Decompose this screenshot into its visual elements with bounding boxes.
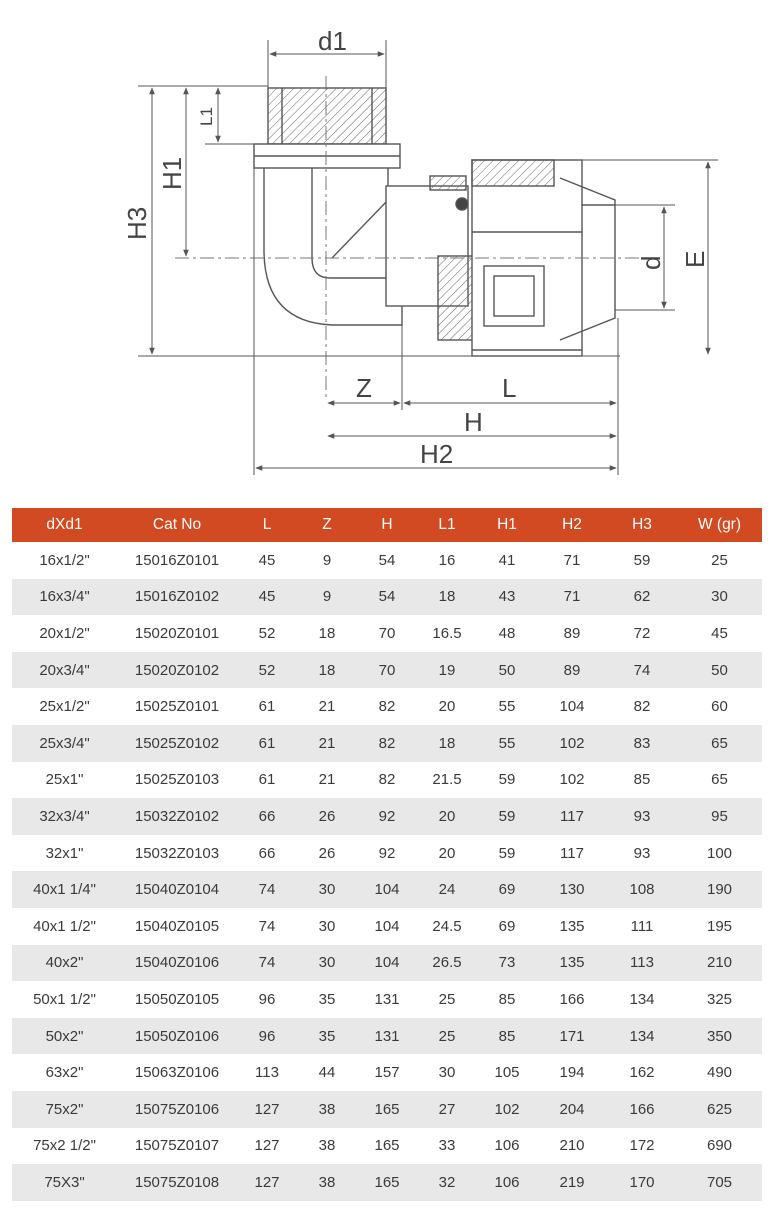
table-cell: 43 xyxy=(477,579,537,616)
table-cell: 93 xyxy=(607,798,677,835)
table-cell: 165 xyxy=(357,1128,417,1165)
table-cell: 15032Z0102 xyxy=(117,798,237,835)
table-cell: 61 xyxy=(237,762,297,799)
table-cell: 33 xyxy=(417,1128,477,1165)
table-cell: 59 xyxy=(607,542,677,579)
table-row xyxy=(12,871,762,908)
elbow-fitting-body xyxy=(254,88,615,356)
table-cell: 62 xyxy=(607,579,677,616)
table-cell: 54 xyxy=(357,579,417,616)
table-cell: 75x2 1/2" xyxy=(12,1128,117,1165)
table-cell: 134 xyxy=(607,981,677,1018)
table-cell: 30 xyxy=(677,579,762,616)
table-cell: 15075Z0107 xyxy=(117,1128,237,1165)
table-cell: 16 xyxy=(417,542,477,579)
table-cell: 16x3/4" xyxy=(12,579,117,616)
table-cell: 71 xyxy=(537,579,607,616)
table-cell: 40x1 1/2" xyxy=(12,908,117,945)
table-cell: 25 xyxy=(677,542,762,579)
table-cell: 490 xyxy=(677,1054,762,1091)
table-cell: 82 xyxy=(357,762,417,799)
label-Z: Z xyxy=(356,373,372,403)
table-cell: 350 xyxy=(677,1018,762,1055)
table-row xyxy=(12,688,762,725)
table-cell: 127 xyxy=(237,1091,297,1128)
table-cell: 25 xyxy=(417,1018,477,1055)
table-cell: 117 xyxy=(537,798,607,835)
table-cell: 15050Z0106 xyxy=(117,1018,237,1055)
table-cell: 35 xyxy=(297,1018,357,1055)
table-cell: 20x3/4" xyxy=(12,652,117,689)
table-cell: 102 xyxy=(537,725,607,762)
table-cell: 15020Z0101 xyxy=(117,615,237,652)
label-H3: H3 xyxy=(122,206,152,240)
table-cell: 19 xyxy=(417,652,477,689)
table-cell: 30 xyxy=(297,908,357,945)
table-cell: 195 xyxy=(677,908,762,945)
table-cell: 210 xyxy=(677,945,762,982)
column-header: H2 xyxy=(537,508,607,542)
column-header: W (gr) xyxy=(677,508,762,542)
table-row xyxy=(12,1128,762,1165)
table-cell: 104 xyxy=(357,945,417,982)
table-row xyxy=(12,615,762,652)
table-cell: 74 xyxy=(237,908,297,945)
table-cell: 83 xyxy=(607,725,677,762)
table-cell: 82 xyxy=(607,688,677,725)
label-E: E xyxy=(680,250,710,268)
table-cell: 45 xyxy=(677,615,762,652)
table-cell: 52 xyxy=(237,652,297,689)
table-cell: 15016Z0101 xyxy=(117,542,237,579)
table-cell: 20 xyxy=(417,835,477,872)
table-cell: 210 xyxy=(537,1128,607,1165)
column-header: Z xyxy=(297,508,357,542)
table-cell: 104 xyxy=(537,688,607,725)
table-cell: 32x3/4" xyxy=(12,798,117,835)
table-cell: 44 xyxy=(297,1054,357,1091)
table-cell: 705 xyxy=(677,1164,762,1201)
table-cell: 113 xyxy=(237,1054,297,1091)
table-cell: 20 xyxy=(417,688,477,725)
table-cell: 89 xyxy=(537,615,607,652)
table-row xyxy=(12,1018,762,1055)
table-cell: 41 xyxy=(477,542,537,579)
dimensions-table xyxy=(12,508,762,1201)
table-cell: 32x1" xyxy=(12,835,117,872)
table-cell: 162 xyxy=(607,1054,677,1091)
table-cell: 135 xyxy=(537,945,607,982)
table-cell: 70 xyxy=(357,615,417,652)
table-cell: 16.5 xyxy=(417,615,477,652)
table-cell: 135 xyxy=(537,908,607,945)
table-cell: 16x1/2" xyxy=(12,542,117,579)
table-cell: 75x2" xyxy=(12,1091,117,1128)
table-cell: 93 xyxy=(607,835,677,872)
table-cell: 625 xyxy=(677,1091,762,1128)
table-cell: 54 xyxy=(357,542,417,579)
table-cell: 40x2" xyxy=(12,945,117,982)
table-cell: 105 xyxy=(477,1054,537,1091)
table-cell: 40x1 1/4" xyxy=(12,871,117,908)
table-cell: 104 xyxy=(357,908,417,945)
table-row xyxy=(12,1091,762,1128)
table-body xyxy=(12,542,762,1201)
column-header: dXd1 xyxy=(12,508,117,542)
table-cell: 92 xyxy=(357,835,417,872)
table-cell: 18 xyxy=(417,725,477,762)
table-cell: 165 xyxy=(357,1164,417,1201)
label-H1: H1 xyxy=(157,156,187,190)
table-cell: 61 xyxy=(237,725,297,762)
label-d: d xyxy=(636,255,666,270)
table-cell: 100 xyxy=(677,835,762,872)
table-cell: 127 xyxy=(237,1164,297,1201)
table-cell: 102 xyxy=(477,1091,537,1128)
table-cell: 69 xyxy=(477,871,537,908)
table-cell: 85 xyxy=(477,981,537,1018)
table-cell: 59 xyxy=(477,762,537,799)
table-cell: 71 xyxy=(537,542,607,579)
column-header: H3 xyxy=(607,508,677,542)
table-cell: 130 xyxy=(537,871,607,908)
table-cell: 15075Z0106 xyxy=(117,1091,237,1128)
table-cell: 96 xyxy=(237,1018,297,1055)
table-cell: 55 xyxy=(477,688,537,725)
table-row xyxy=(12,1054,762,1091)
table-cell: 50 xyxy=(677,652,762,689)
table-cell: 104 xyxy=(357,871,417,908)
technical-drawing xyxy=(0,0,777,500)
table-cell: 52 xyxy=(237,615,297,652)
table-row xyxy=(12,798,762,835)
table-cell: 27 xyxy=(417,1091,477,1128)
table-cell: 25x1/2" xyxy=(12,688,117,725)
table-cell: 74 xyxy=(237,871,297,908)
table-cell: 21.5 xyxy=(417,762,477,799)
table-cell: 108 xyxy=(607,871,677,908)
table-cell: 15075Z0108 xyxy=(117,1164,237,1201)
table-cell: 60 xyxy=(677,688,762,725)
table-cell: 66 xyxy=(237,798,297,835)
table-cell: 24.5 xyxy=(417,908,477,945)
table-cell: 15040Z0106 xyxy=(117,945,237,982)
table-cell: 131 xyxy=(357,1018,417,1055)
table-cell: 127 xyxy=(237,1128,297,1165)
table-cell: 21 xyxy=(297,762,357,799)
table-cell: 157 xyxy=(357,1054,417,1091)
table-row xyxy=(12,762,762,799)
table-cell: 134 xyxy=(607,1018,677,1055)
table-cell: 85 xyxy=(477,1018,537,1055)
table-cell: 26 xyxy=(297,835,357,872)
table-cell: 82 xyxy=(357,688,417,725)
table-cell: 25x3/4" xyxy=(12,725,117,762)
table-cell: 106 xyxy=(477,1164,537,1201)
table-cell: 18 xyxy=(297,652,357,689)
table-cell: 50x1 1/2" xyxy=(12,981,117,1018)
table-cell: 65 xyxy=(677,762,762,799)
table-cell: 55 xyxy=(477,725,537,762)
table-cell: 30 xyxy=(297,871,357,908)
table-cell: 45 xyxy=(237,542,297,579)
table-cell: 20 xyxy=(417,798,477,835)
table-cell: 15050Z0105 xyxy=(117,981,237,1018)
table-cell: 15032Z0103 xyxy=(117,835,237,872)
table-cell: 65 xyxy=(677,725,762,762)
label-d1: d1 xyxy=(318,26,347,56)
table-cell: 30 xyxy=(297,945,357,982)
table-cell: 194 xyxy=(537,1054,607,1091)
table-row xyxy=(12,542,762,579)
table-cell: 15020Z0102 xyxy=(117,652,237,689)
table-cell: 73 xyxy=(477,945,537,982)
table-cell: 166 xyxy=(537,981,607,1018)
table-cell: 106 xyxy=(477,1128,537,1165)
dimensions-table-container xyxy=(12,508,762,1201)
table-row xyxy=(12,908,762,945)
table-cell: 59 xyxy=(477,798,537,835)
table-cell: 82 xyxy=(357,725,417,762)
table-row xyxy=(12,981,762,1018)
table-cell: 74 xyxy=(607,652,677,689)
table-cell: 15025Z0102 xyxy=(117,725,237,762)
table-cell: 96 xyxy=(237,981,297,1018)
table-cell: 190 xyxy=(677,871,762,908)
table-cell: 92 xyxy=(357,798,417,835)
table-cell: 131 xyxy=(357,981,417,1018)
table-cell: 21 xyxy=(297,725,357,762)
table-row xyxy=(12,579,762,616)
column-header: L1 xyxy=(417,508,477,542)
table-cell: 15040Z0105 xyxy=(117,908,237,945)
table-row xyxy=(12,835,762,872)
table-cell: 38 xyxy=(297,1164,357,1201)
table-cell: 30 xyxy=(417,1054,477,1091)
table-row xyxy=(12,1164,762,1201)
table-header-row xyxy=(12,508,762,542)
table-cell: 35 xyxy=(297,981,357,1018)
table-row xyxy=(12,945,762,982)
table-cell: 170 xyxy=(607,1164,677,1201)
table-cell: 15025Z0103 xyxy=(117,762,237,799)
column-header: H1 xyxy=(477,508,537,542)
table-cell: 74 xyxy=(237,945,297,982)
label-L1: L1 xyxy=(197,107,216,126)
table-row xyxy=(12,725,762,762)
column-header: L xyxy=(237,508,297,542)
table-cell: 50x2" xyxy=(12,1018,117,1055)
table-cell: 25 xyxy=(417,981,477,1018)
table-cell: 18 xyxy=(297,615,357,652)
table-cell: 172 xyxy=(607,1128,677,1165)
table-row xyxy=(12,652,762,689)
table-cell: 219 xyxy=(537,1164,607,1201)
table-cell: 15016Z0102 xyxy=(117,579,237,616)
label-L: L xyxy=(502,373,517,403)
table-cell: 113 xyxy=(607,945,677,982)
table-cell: 325 xyxy=(677,981,762,1018)
table-cell: 63x2" xyxy=(12,1054,117,1091)
table-cell: 15040Z0104 xyxy=(117,871,237,908)
table-cell: 111 xyxy=(607,908,677,945)
table-cell: 72 xyxy=(607,615,677,652)
table-cell: 85 xyxy=(607,762,677,799)
table-cell: 24 xyxy=(417,871,477,908)
label-H: H xyxy=(464,407,483,437)
table-cell: 59 xyxy=(477,835,537,872)
table-cell: 171 xyxy=(537,1018,607,1055)
table-cell: 20x1/2" xyxy=(12,615,117,652)
table-cell: 38 xyxy=(297,1128,357,1165)
table-cell: 117 xyxy=(537,835,607,872)
table-cell: 166 xyxy=(607,1091,677,1128)
table-cell: 9 xyxy=(297,579,357,616)
table-cell: 204 xyxy=(537,1091,607,1128)
table-cell: 45 xyxy=(237,579,297,616)
table-cell: 26.5 xyxy=(417,945,477,982)
table-cell: 61 xyxy=(237,688,297,725)
table-cell: 15063Z0106 xyxy=(117,1054,237,1091)
column-header: H xyxy=(357,508,417,542)
table-cell: 9 xyxy=(297,542,357,579)
table-cell: 102 xyxy=(537,762,607,799)
table-cell: 21 xyxy=(297,688,357,725)
table-cell: 26 xyxy=(297,798,357,835)
table-cell: 70 xyxy=(357,652,417,689)
column-header: Cat No xyxy=(117,508,237,542)
table-cell: 48 xyxy=(477,615,537,652)
table-cell: 50 xyxy=(477,652,537,689)
table-cell: 32 xyxy=(417,1164,477,1201)
table-cell: 165 xyxy=(357,1091,417,1128)
table-cell: 66 xyxy=(237,835,297,872)
table-cell: 690 xyxy=(677,1128,762,1165)
table-cell: 75X3" xyxy=(12,1164,117,1201)
table-cell: 95 xyxy=(677,798,762,835)
table-cell: 38 xyxy=(297,1091,357,1128)
table-cell: 25x1" xyxy=(12,762,117,799)
table-cell: 18 xyxy=(417,579,477,616)
label-H2: H2 xyxy=(420,439,454,469)
table-cell: 15025Z0101 xyxy=(117,688,237,725)
table-cell: 89 xyxy=(537,652,607,689)
table-cell: 69 xyxy=(477,908,537,945)
